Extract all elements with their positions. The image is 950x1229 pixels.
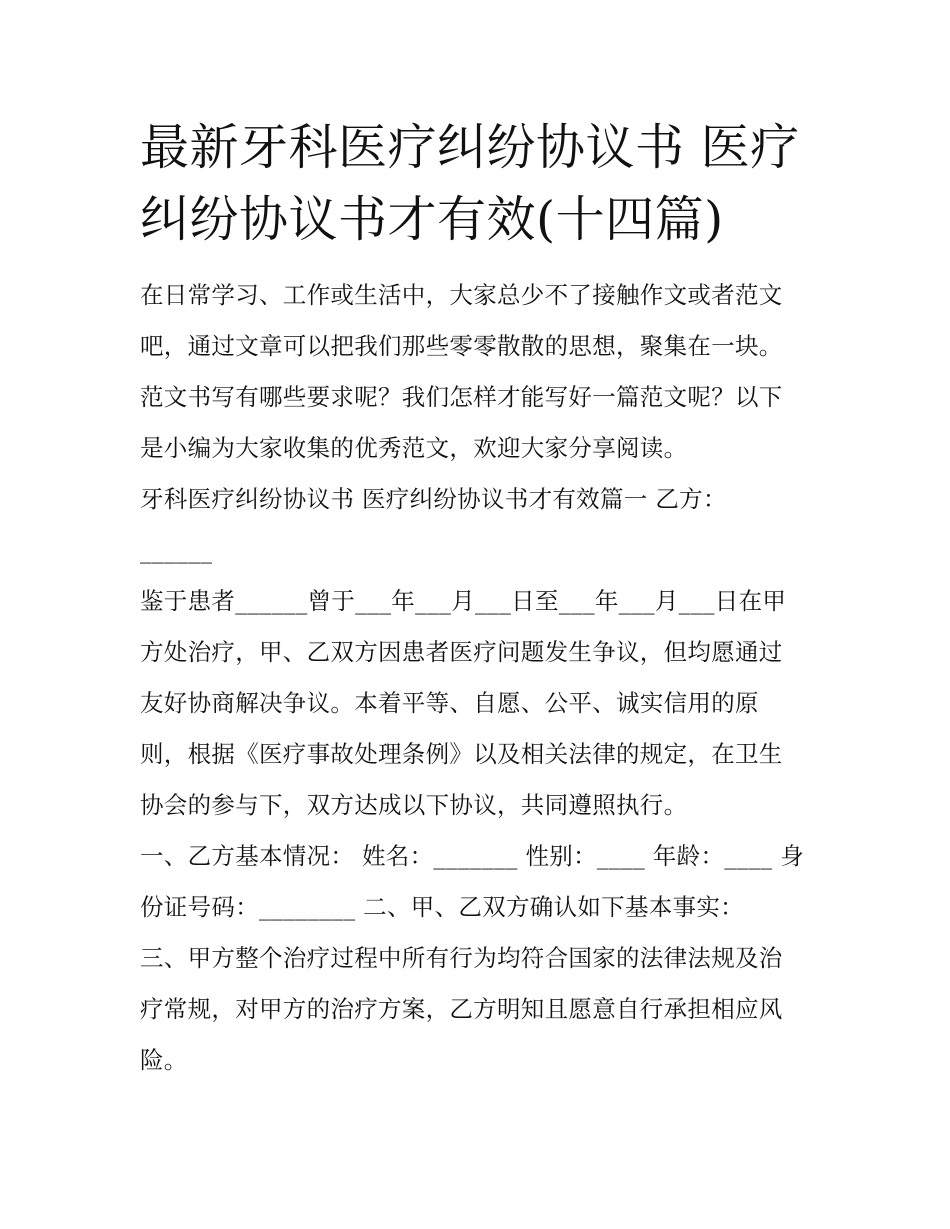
- document-body: [140, 270, 820, 1086]
- clause-paragraph: [140, 576, 820, 831]
- intro-paragraph: [140, 270, 820, 474]
- section-heading-line-1: 牙科医疗纠纷协议书 医疗纠纷协议书才有效篇一 乙方：: [140, 485, 727, 513]
- item-one-line-2: 份证号码：________ 二、甲、乙双方确认如下基本事实：: [140, 893, 744, 921]
- title-line-1: 最新牙科医疗纠纷协议书 医疗: [140, 119, 800, 176]
- clause-line-3: 友好协商解决争议。本着平等、自愿、公平、诚实信用的原: [140, 689, 759, 717]
- intro-line-4: 是小编为大家收集的优秀范文，欢迎大家分享阅读。: [140, 434, 688, 462]
- intro-line-1: 在日常学习、工作或生活中，大家总少不了接触作文或者范文: [140, 281, 783, 309]
- title-line-2: 纠纷协议书才有效(十四篇): [140, 191, 724, 248]
- intro-line-2: 吧，通过文章可以把我们那些零零散散的思想，聚集在一块。: [140, 332, 783, 360]
- item-three-line-3: 险。: [140, 1046, 188, 1074]
- item-three-line-2: 疗常规，对甲方的治疗方案，乙方明知且愿意自行承担相应风: [140, 995, 783, 1023]
- item-three-line-1: 三、甲方整个治疗过程中所有行为均符合国家的法律法规及治: [140, 944, 783, 972]
- item-one-paragraph: [140, 831, 820, 933]
- clause-line-1: 鉴于患者______曾于___年___月___日至___年___月___日在甲: [140, 587, 787, 615]
- document-title: [140, 112, 820, 256]
- section-heading: [140, 474, 820, 576]
- document-content: [140, 112, 820, 1086]
- clause-line-2: 方处治疗，甲、乙双方因患者医疗问题发生争议，但均愿通过: [140, 638, 783, 666]
- clause-line-4: 则，根据《医疗事故处理条例》以及相关法律的规定，在卫生: [140, 740, 783, 768]
- intro-line-3: 范文书写有哪些要求呢？我们怎样才能写好一篇范文呢？以下: [140, 383, 783, 411]
- section-heading-line-2: ______: [140, 536, 213, 564]
- item-one-line-1: 一、乙方基本情况： 姓名：_______ 性别：____ 年龄：____ 身: [140, 842, 805, 870]
- clause-line-5: 协会的参与下，双方达成以下协议，共同遵照执行。: [140, 791, 688, 819]
- item-three-paragraph: [140, 933, 820, 1086]
